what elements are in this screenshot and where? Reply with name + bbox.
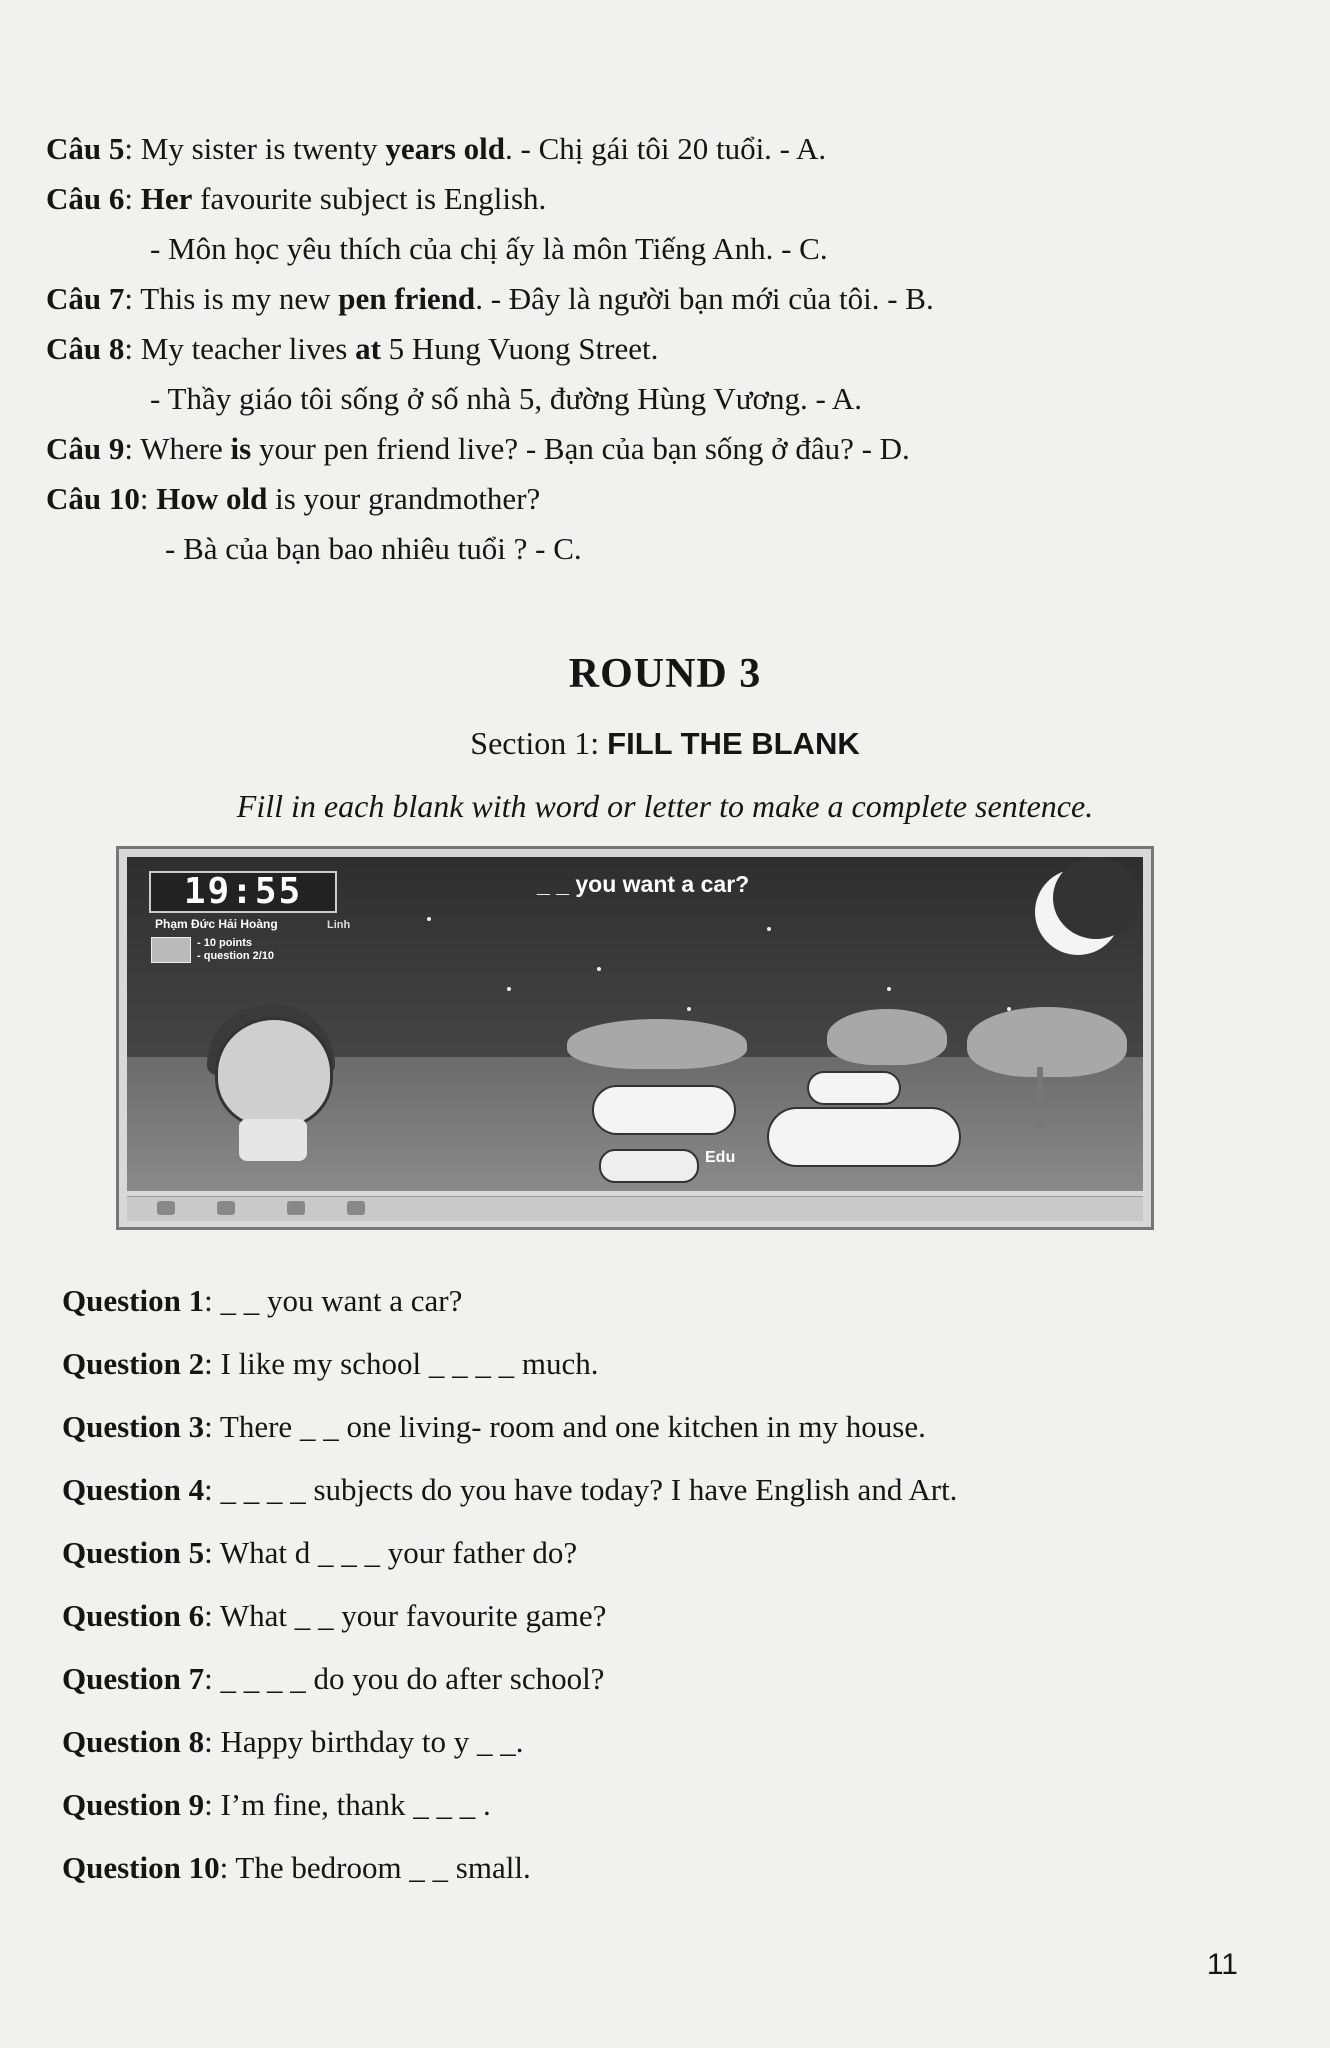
answer-bold: pen friend <box>338 281 476 316</box>
answer-number: Câu 7 <box>46 281 125 316</box>
page-number: 11 <box>1206 1948 1238 1981</box>
question-label: Question 10 <box>62 1850 220 1885</box>
tree-icon <box>567 1019 747 1069</box>
question-label: Question 1 <box>62 1283 205 1318</box>
question-text: : The bedroom _ _ small. <box>219 1850 531 1885</box>
sheep-icon <box>767 1107 961 1167</box>
star <box>597 967 601 971</box>
player-avatar-icon <box>151 937 191 963</box>
play-icon[interactable] <box>217 1201 235 1215</box>
tree-trunk <box>1037 1067 1043 1127</box>
answer-text: is your grandmother? <box>267 481 541 516</box>
player-name: Phạm Đức Hải Hoàng <box>155 917 278 931</box>
question-label: Question 9 <box>62 1787 205 1822</box>
question-label: Question 6 <box>62 1598 205 1633</box>
question-text: : There _ _ one living- room and one kitchen in my house. <box>204 1409 926 1444</box>
question-text: : I’m fine, thank _ _ _ . <box>204 1787 491 1822</box>
points: - 10 points <box>197 937 253 949</box>
player-controls <box>127 1196 1143 1221</box>
question-label: Question 3 <box>62 1409 205 1444</box>
question-item <box>62 1276 462 1326</box>
answer-text: your pen friend live? - Bạn của bạn sống ở đâu? - D. <box>251 431 910 466</box>
question-label: Question 7 <box>62 1661 205 1696</box>
answer-line <box>46 424 910 474</box>
timer: 19:55 <box>149 871 337 913</box>
moon-shadow <box>1053 857 1139 939</box>
edu-label: Edu <box>705 1149 736 1166</box>
sheep-icon <box>807 1071 901 1105</box>
answer-text: . - Chị gái tôi 20 tuổi. - A. <box>505 131 827 166</box>
refresh-icon[interactable] <box>287 1201 305 1215</box>
answer-number: Câu 8 <box>46 331 125 366</box>
answer-line <box>46 174 546 224</box>
question-item <box>62 1780 491 1830</box>
question-item <box>62 1339 598 1389</box>
answer-text: : <box>124 181 141 216</box>
answer-number: Câu 10 <box>46 481 140 516</box>
answer-text: favourite subject is English. <box>192 181 547 216</box>
section-title <box>0 725 1330 762</box>
answer-line <box>46 274 934 324</box>
tree-icon <box>967 1007 1127 1077</box>
section-prefix: Section 1: <box>470 725 608 761</box>
question-text: : What d _ _ _ your father do? <box>204 1535 578 1570</box>
question-item <box>62 1843 531 1893</box>
answer-line <box>46 324 658 374</box>
answer-number: Câu 5 <box>46 131 125 166</box>
logo-badge <box>599 1149 699 1183</box>
question-text: : _ _ you want a car? <box>204 1283 463 1318</box>
tree-icon <box>827 1009 947 1065</box>
game-screenshot <box>116 846 1154 1230</box>
fullscreen-icon[interactable] <box>347 1201 365 1215</box>
answer-text: 5 Hung Vuong Street. <box>380 331 659 366</box>
sheep-icon <box>592 1085 736 1135</box>
answer-text: : My teacher lives <box>124 331 356 366</box>
answer-number: Câu 9 <box>46 431 125 466</box>
answer-translation: - Môn học yêu thích của chị ấy là môn Tiếng Anh. - C. <box>150 231 828 266</box>
rewind-icon[interactable] <box>157 1201 175 1215</box>
star <box>427 917 431 921</box>
answer-translation: - Thầy giáo tôi sống ở số nhà 5, đường Hùng Vương. - A. <box>150 381 862 416</box>
question-item <box>62 1717 524 1767</box>
question-text: : What _ _ your favourite game? <box>204 1598 607 1633</box>
star <box>507 987 511 991</box>
girl-body <box>239 1119 307 1161</box>
question-label: Question 8 <box>62 1724 205 1759</box>
answer-bold: is <box>230 431 252 466</box>
answer-bold: Her <box>140 181 193 216</box>
game-scene <box>127 857 1143 1191</box>
question-text: : I like my school _ _ _ _ much. <box>204 1346 599 1381</box>
answer-text: . - Đây là người bạn mới của tôi. - B. <box>475 281 934 316</box>
question-item <box>62 1465 957 1515</box>
question-label: Question 4 <box>62 1472 205 1507</box>
answer-bold: years old <box>385 131 505 166</box>
answer-bold: How old <box>156 481 268 516</box>
star <box>887 987 891 991</box>
question-text: : _ _ _ _ subjects do you have today? I have English and Art. <box>204 1472 958 1507</box>
question-text: : _ _ _ _ do you do after school? <box>204 1661 605 1696</box>
hud-stats <box>197 937 274 963</box>
question-item <box>62 1654 604 1704</box>
answer-text: : Where <box>124 431 231 466</box>
game-question: _ _ you want a car? <box>537 871 750 897</box>
section-name: FILL THE BLANK <box>607 726 860 761</box>
question-text: : Happy birthday to y _ _. <box>204 1724 524 1759</box>
answer-text: : My sister is twenty <box>124 131 386 166</box>
answer-number: Câu 6 <box>46 181 125 216</box>
question-item <box>62 1402 926 1452</box>
round-title: ROUND 3 <box>568 651 762 697</box>
answer-line <box>46 124 826 174</box>
star <box>767 927 771 931</box>
opponent-name: Linh <box>327 919 351 931</box>
instruction: Fill in each blank with word or letter to make a complete sentence. <box>236 788 1094 824</box>
star <box>687 1007 691 1011</box>
question-label: Question 2 <box>62 1346 205 1381</box>
question-item <box>62 1528 577 1578</box>
answer-translation: - Bà của bạn bao nhiêu tuổi ? - C. <box>165 531 582 566</box>
answer-line <box>46 474 540 524</box>
question-item <box>62 1591 606 1641</box>
answer-text: : This is my new <box>124 281 339 316</box>
question-count: - question 2/10 <box>197 950 275 962</box>
answer-bold: at <box>355 331 381 366</box>
girl-character-icon <box>215 1017 333 1129</box>
question-label: Question 5 <box>62 1535 205 1570</box>
answer-text: : <box>139 481 157 516</box>
